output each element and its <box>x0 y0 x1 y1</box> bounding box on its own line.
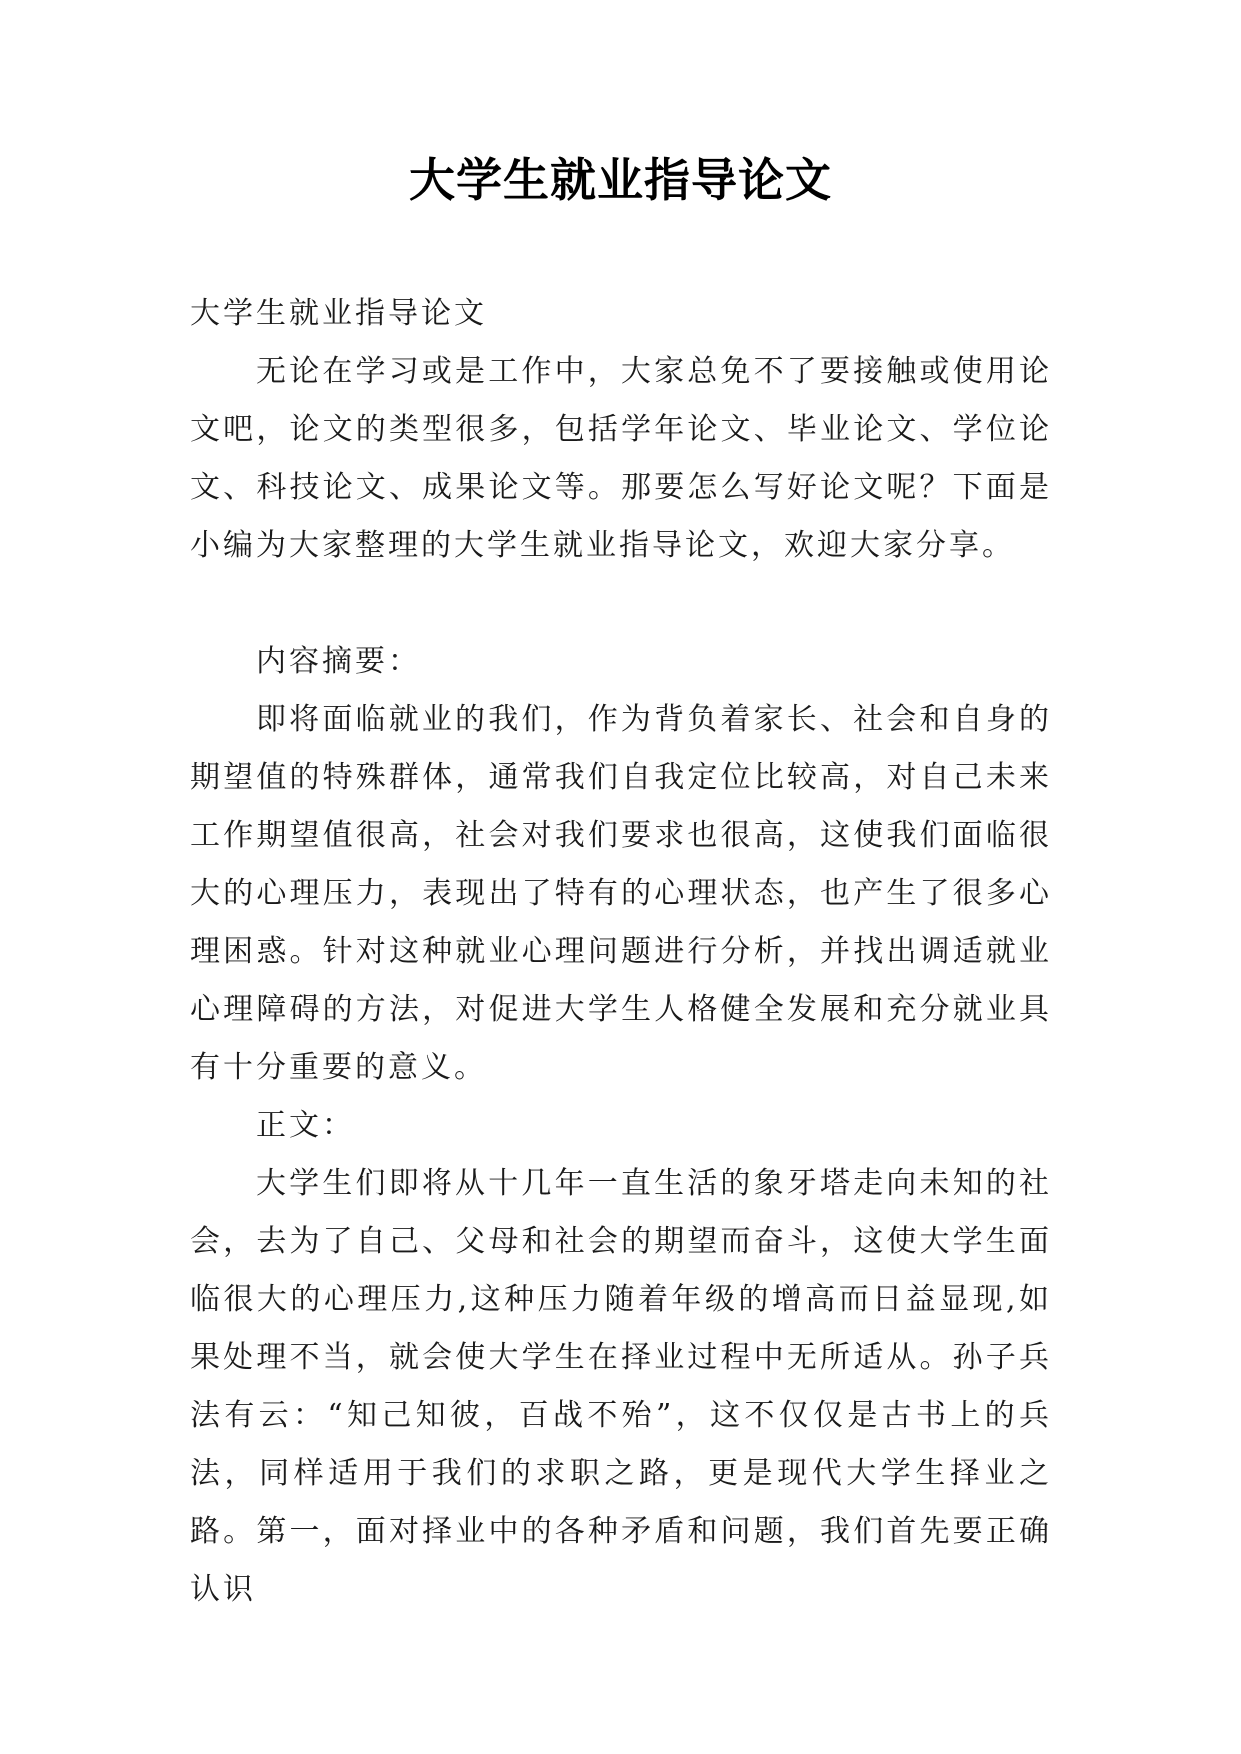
subtitle-line: 大学生就业指导论文 <box>190 296 487 331</box>
body-paragraph: 大学生们即将从十几年一直生活的象牙塔走向未知的社会，去为了自己、父母和社会的期望而奋斗，这使大学生面临很大的心理压力,这种压力随着年级的增高而日益显现,如果处理不当，就会使大学生在择业过程中无所适从。孙子兵法有云：“知己知彼，百战不殆”，这不仅仅是古书上的兵法，同样适用于我们的求职之路，更是现代大学生择业之路。第一，面对择业中的各种矛盾和问题，我们首先要正确认识 <box>190 1166 1052 1607</box>
intro-paragraph: 无论在学习或是工作中，大家总免不了要接触或使用论文吧，论文的类型很多，包括学年论文、毕业论文、学位论文、科技论文、成果论文等。那要怎么写好论文呢？下面是小编为大家整理的大学生就业指导论文，欢迎大家分享。 <box>190 354 1052 563</box>
body-heading: 正文： <box>256 1108 355 1143</box>
paragraph-spacer <box>190 575 1052 633</box>
document-title: 大学生就业指导论文 <box>409 153 832 207</box>
document-body <box>190 285 1052 1619</box>
abstract-heading: 内容摘要： <box>256 644 421 679</box>
abstract-paragraph: 即将面临就业的我们，作为背负着家长、社会和自身的期望值的特殊群体，通常我们自我定位比较高，对自己未来工作期望值很高，社会对我们要求也很高，这使我们面临很大的心理压力，表现出了特有的心理状态，也产生了很多心理困惑。针对这种就业心理问题进行分析，并找出调适就业心理障碍的方法，对促进大学生人格健全发展和充分就业具有十分重要的意义。 <box>190 702 1052 1085</box>
